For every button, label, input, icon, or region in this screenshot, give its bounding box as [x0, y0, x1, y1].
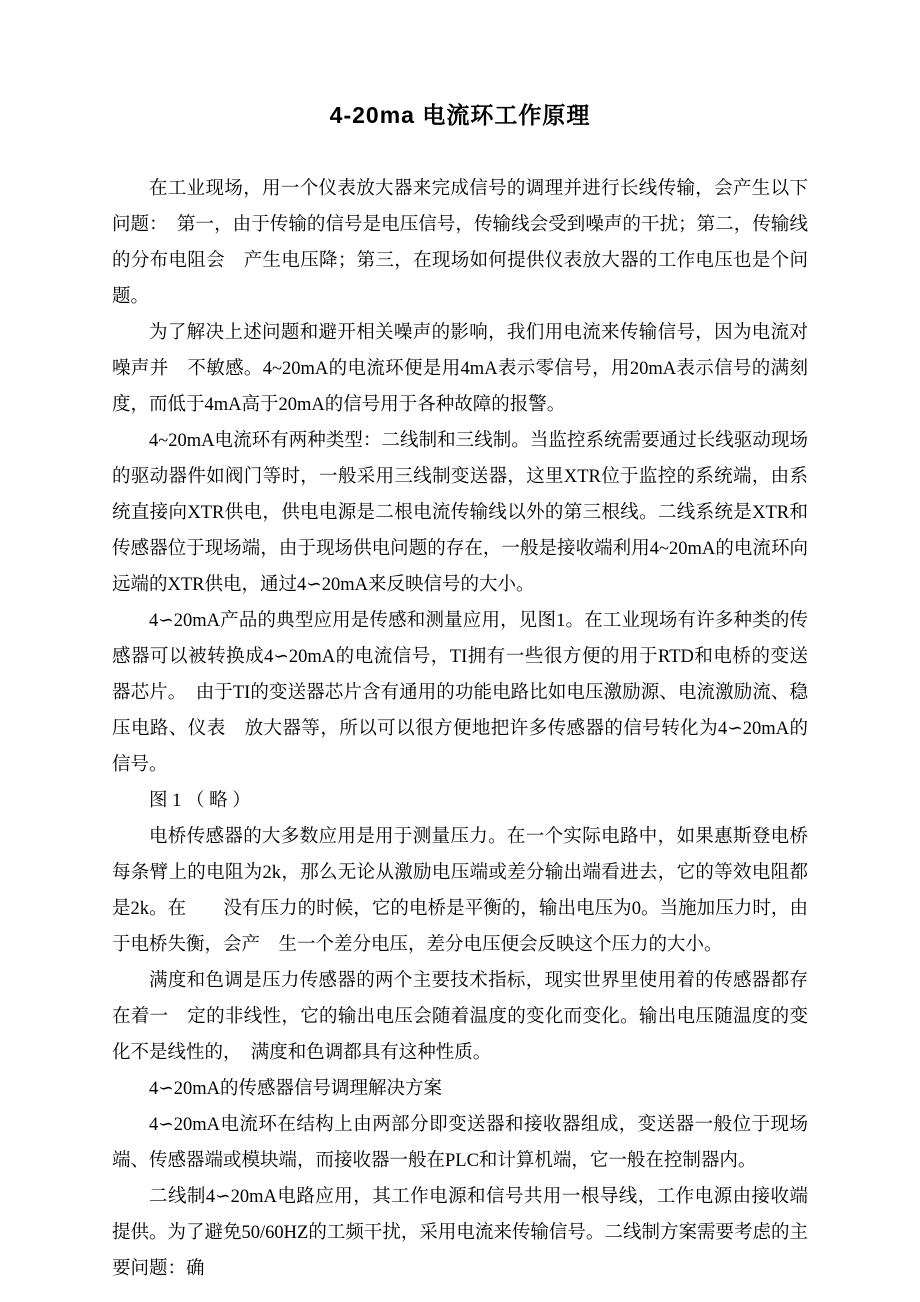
paragraph-current-signal-solution: 为了解决上述问题和避开相关噪声的影响，我们用电流来传输信号，因为电流对噪声并 不敏感。4~20mA的电流环便是用4mA表示零信号，用20mA表示信号的满刻度，而低于4mA高于20mA的信号用于各种故障的报警。	[112, 323, 808, 415]
paragraph-two-wire-circuit: 二线制4∽20mA电路应用，其工作电源和信号共用一根导线，工作电源由接收端提供。为了避免50/60HZ的工频干扰，采用电流来传输信号。二线制方案需要考虑的主要问题：确	[112, 1187, 808, 1279]
document-body	[112, 171, 808, 1287]
paragraph-bridge-sensor: 电桥传感器的大多数应用是用于测量压力。在一个实际电路中，如果惠斯登电桥每条臂上的电阻为2k，那么无论从激励电压端或差分输出端看进去，它的等效电阻都是2k。在 没有压力的时候，它的电桥是平衡的，输出电压为0。当施加压力时，由于电桥失衡，会产 生一个差分电压，差分电压便会反映这个压力的大小。	[112, 827, 808, 955]
paragraph-intro-problems: 在工业现场，用一个仪表放大器来完成信号的调理并进行长线传输，会产生以下问题： 第一，由于传输的信号是电压信号，传输线会受到噪声的干扰；第二，传输线的分布电阻会 产生电压降；第三，在现场如何提供仪表放大器的工作电压也是个问题。	[112, 179, 808, 307]
paragraph-figure-placeholder: 图 1 （ 略 ）	[149, 791, 251, 811]
paragraph-solution-heading: 4∽20mA的传感器信号调理解决方案	[149, 1079, 443, 1099]
paragraph-fullscale-tint: 满度和色调是压力传感器的两个主要技术指标，现实世界里使用着的传感器都存在着一 定的非线性，它的输出电压会随着温度的变化而变化。输出电压随温度的变化不是线性的， 满度和色调都具有这种性质。	[112, 971, 808, 1063]
paragraph-loop-structure: 4∽20mA电流环在结构上由两部分即变送器和接收器组成，变送器一般位于现场端、传感器端或模块端，而接收器一般在PLC和计算机端，它一般在控制器内。	[112, 1115, 808, 1171]
paragraph-loop-types: 4~20mA电流环有两种类型：二线制和三线制。当监控系统需要通过长线驱动现场的驱动器件如阀门等时，一般采用三线制变送器，这里XTR位于监控的系统端，由系统直接向XTR供电，供电电源是二根电流传输线以外的第三根线。二线系统是XTR和传感器位于现场端，由于现场供电问题的存在，一般是接收端利用4~20mA的电流环向远端的XTR供电，通过4∽20mA来反映信号的大小。	[112, 431, 808, 595]
document-title: 4-20ma 电流环工作原理	[329, 102, 591, 128]
paragraph-typical-applications: 4∽20mA产品的典型应用是传感和测量应用，见图1。在工业现场有许多种类的传感器可以被转换成4∽20mA的电流信号，TI拥有一些很方便的用于RTD和电桥的变送器芯片。 由于TI的变送器芯片含有通用的功能电路比如电压激励源、电流激励流、稳压电路、仪表 放大器等，所以可以很方便地把许多传感器的信号转化为4∽20mA的信号。	[112, 611, 808, 775]
